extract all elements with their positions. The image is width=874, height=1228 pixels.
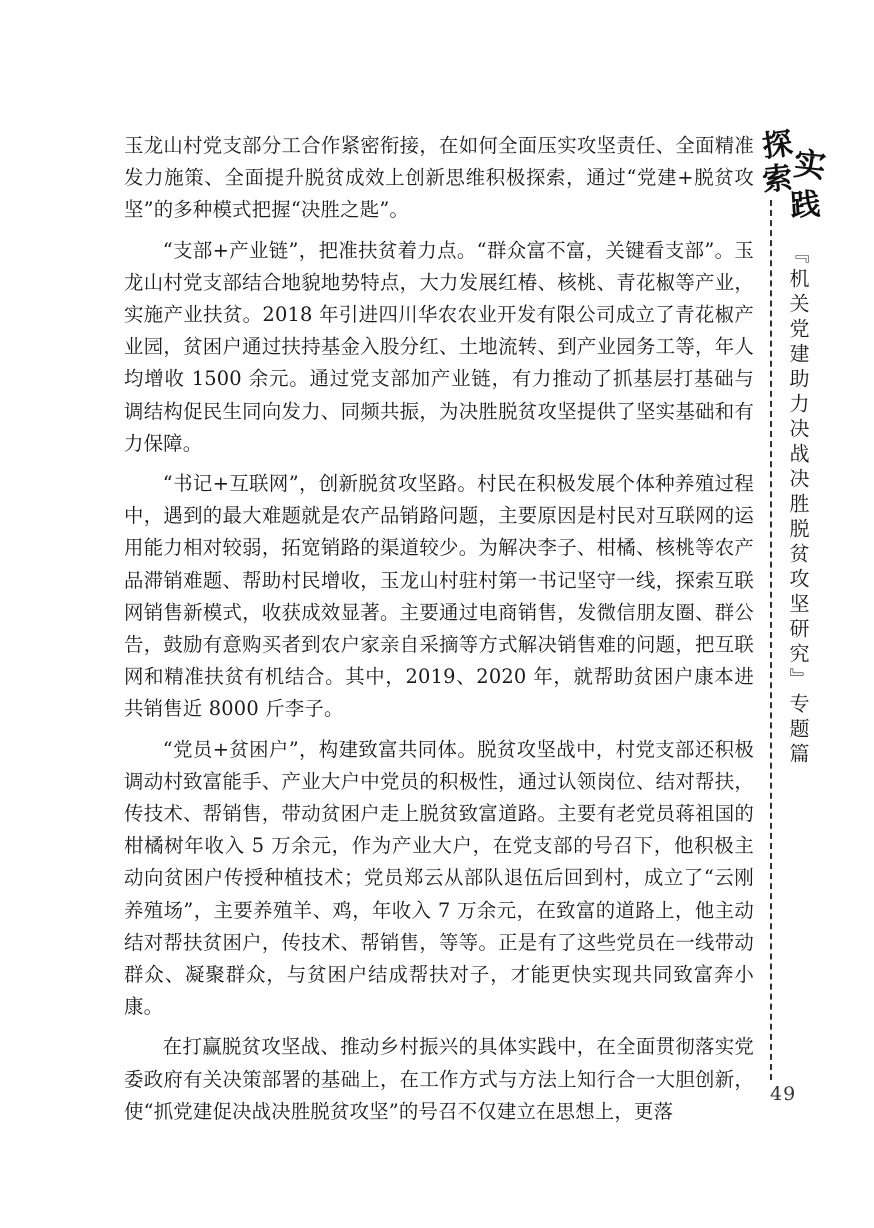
paragraph-3: “书记+互联网”，创新脱贫攻坚路。村民在积极发展个体种养殖过程中，遇到的最大难题就是农产品销路问题，主要原因是村民对互联网的运用能力相对较弱，拓宽销路的渠道较少。为解决李子、柑橘、核桃等农产品滞销难题、帮助村民增收，玉龙山村驻村第一书记坚守一线，探索互联网销售新模式，收获成效显著。主要通过电商销售，发微信朋友圈、群公告，鼓励有意购买者到农户家亲自采摘等方式解决销售难的问题，把互联网和精准扶贫有机结合。其中，2019、2020 年，就帮助贫困户康本进共销售近 8000 斤李子。 bbox=[124, 472, 754, 721]
paragraph-5: 在打赢脱贫攻坚战、推动乡村振兴的具体实践中，在全面贯彻落实党委政府有关决策部署的基础上，在工作方式与方法上知行合一大胆创新，使“抓党建促决战决胜脱贫攻坚”的号召不仅建立在思想上，更落 bbox=[124, 1035, 754, 1123]
body-text bbox=[124, 130, 754, 1128]
margin-divider bbox=[770, 200, 772, 1080]
logo-char-jian: 践 bbox=[789, 186, 822, 224]
logo-char-suo: 索 bbox=[760, 160, 795, 199]
logo-char-shi: 实 bbox=[791, 144, 828, 186]
paragraph-4: “党员+贫困户”，构建致富共同体。脱贫攻坚战中，村党支部还积极调动村致富能手、产业大户中党员的积极性，通过认领岗位、结对帮扶，传技术、帮销售，带动贫困户走上脱贫致富道路。主要有老党员蒋祖国的柑橘树年收入 5 万余元，作为产业大户，在党支部的号召下，他积极主动向贫困户传授种植技术；党员郑云从部队退伍后回到村，成立了“云刚养殖场”，主要养殖羊、鸡，年收入 7 万余元，在致富的道路上，他主动结对帮扶贫困户，传技术、帮销售，等等。正是有了这些党员在一线带动群众、凝聚群众，与贫困户结成帮扶对子，才能更快实现共同致富奔小康。 bbox=[124, 737, 754, 1019]
page-number: 49 bbox=[770, 1083, 797, 1105]
running-title: 『机关党建助力决战决胜脱贫攻坚研究』专题篇 bbox=[786, 243, 810, 768]
paragraph-1: 玉龙山村党支部分工合作紧密衔接，在如何全面压实攻坚责任、全面精准发力施策、全面提升脱贫成效上创新思维积极探索，通过“党建+脱贫攻坚”的多种模式把握“决胜之匙”。 bbox=[124, 134, 754, 222]
paragraph-2: “支部+产业链”，把准扶贫着力点。“群众富不富，关键看支部”。玉龙山村党支部结合地貌地势特点，大力发展红椿、核桃、青花椒等产业，实施产业扶贫。2018 年引进四川华农农业开发有限公司成立了青花椒产业园，贫困户通过扶持基金入股分红、土地流转、到产业园务工等，年人均增收 1500 余元。通过党支部加产业链，有力推动了抓基层打基础与调结构促民生同向发力、同频共振，为决胜脱贫攻坚提供了坚实基础和有力保障。 bbox=[124, 238, 754, 455]
logo-char-tan: 探 bbox=[760, 126, 795, 165]
